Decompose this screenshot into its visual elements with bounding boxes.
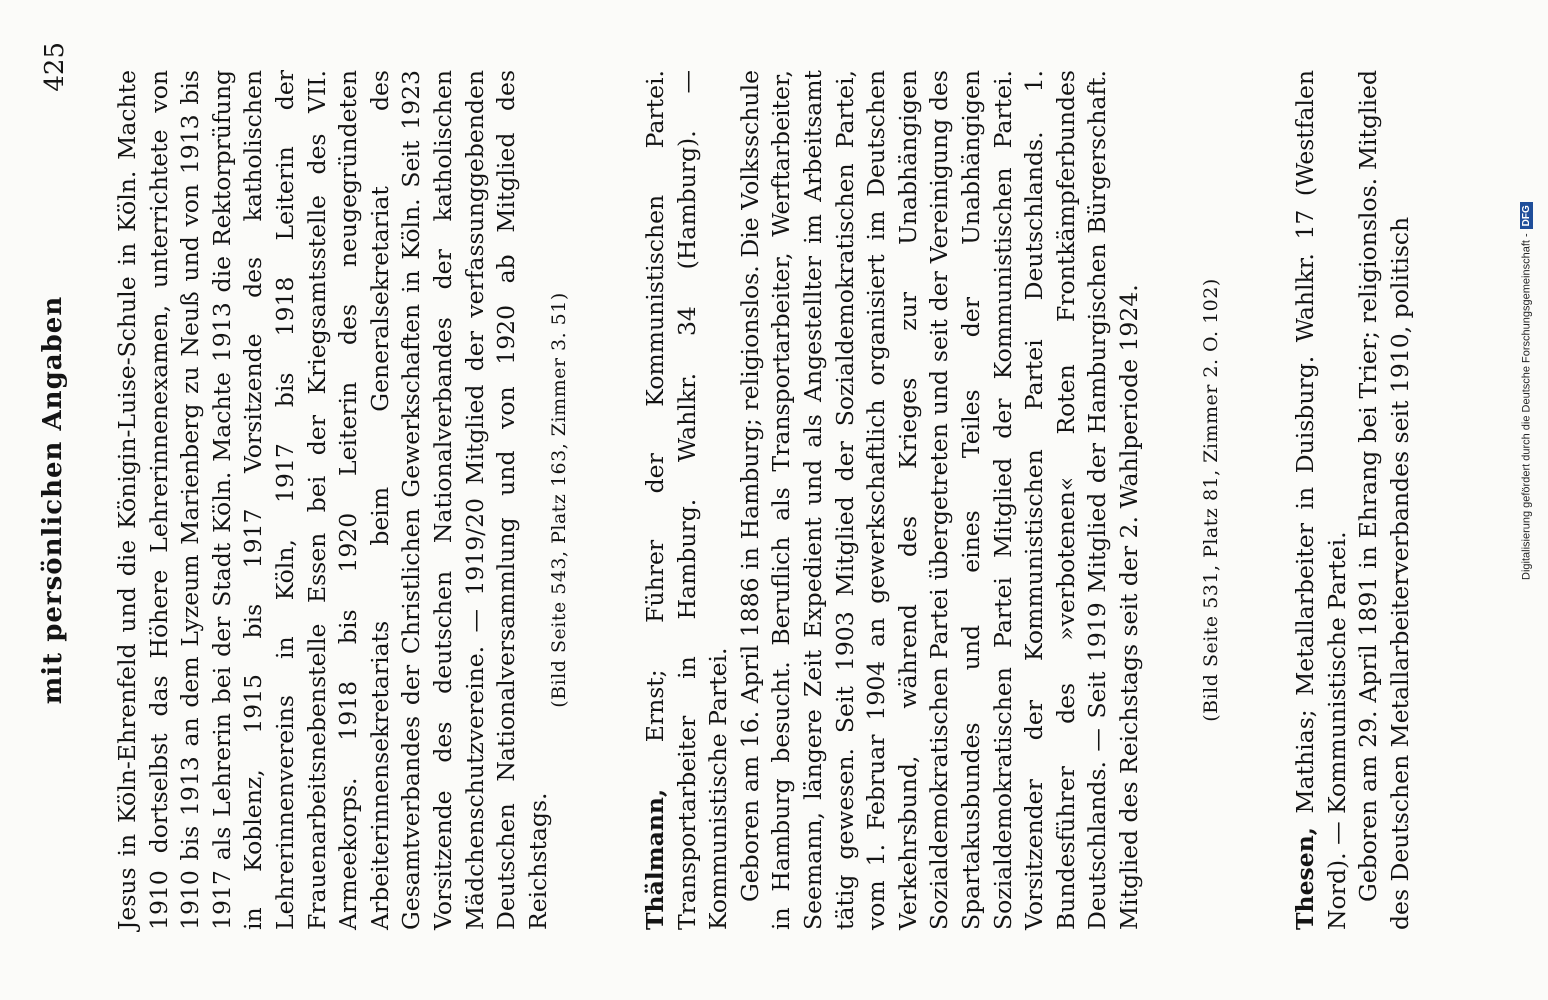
digitization-credit xyxy=(1520,10,1533,580)
credit-text: Digitalisierung gefördert durch die Deutsche Forschungsgemeinschaft - xyxy=(1520,233,1533,580)
entry-paragraph: Jesus in Köln-Ehrenfeld und die Königin-Luise-Schule in Köln. Machte 1910 dortselbst das Höhere Lehrerinnenexamen, unterrichtete von 1910 bis 1913 an dem Lyzeum Marienberg zu Neuß und von 1913 bis 1917 als Lehrerin bei der Stadt Köln. Machte 1913 die Rektorprüfung in Koblenz, 1915 bis 1917 Vorsitzende des katholischen Lehrerinnenvereins in Köln, 1917 bis 1918 Leiterin der Frauenarbeitsnebenstelle Essen bei der Kriegsamtsstelle des VII. Armeekorps. 1918 bis 1920 Leiterin des neugegründeten Arbeiterinnensekretariats beim Generalsekretariat des Gesamtverbandes der Christlichen Gewerkschaften in Köln. Seit 1923 Vorsitzende des deutschen Nationalverbandes der katholischen Mädchenschutzvereine. — 1919/20 Mitglied der verfassunggebenden Deutschen Nationalversammlung und von 1920 ab Mitglied des Reichstags. xyxy=(113,70,552,930)
entry-heading-paragraph xyxy=(640,70,735,930)
entry-thaelmann xyxy=(640,70,1146,930)
photo-reference-caption: (Bild Seite 543, Platz 163, Zimmer 3. 51) xyxy=(548,292,570,708)
dfg-logo: DFG xyxy=(1520,202,1533,229)
entry-continuation-text xyxy=(112,70,554,930)
entry-name: Thälmann, xyxy=(641,788,669,930)
page-number: 425 xyxy=(40,42,70,92)
entry-thesen xyxy=(1290,70,1416,930)
running-title: mit persönlichen Angaben xyxy=(38,295,68,705)
page-header xyxy=(38,0,78,1000)
entry-heading-paragraph xyxy=(1290,70,1353,930)
entry-body: Geboren am 29. April 1891 in Ehrang bei Trier; religionslos. Mitglied des Deutschen Metallarbeiterverbandes seit 1910, politisch xyxy=(1354,70,1414,930)
entry-intro: Mathias; Metallarbeiter in Duisburg. Wahlkr. 17 (Westfalen Nord). — Kommunistische Partei. xyxy=(1291,70,1351,930)
entry-intro: Ernst; Führer der Kommunistischen Partei. Transportarbeiter in Hamburg. Wahlkr. 34 (Hamburg). — Kommunistische Partei. xyxy=(641,70,733,930)
photo-reference-caption: (Bild Seite 531, Platz 81, Zimmer 2. O. 102) xyxy=(1200,278,1222,722)
entry-body: Geboren am 16. April 1886 in Hamburg; religionslos. Die Volksschule in Hamburg besucht. Beruflich als Transportarbeiter, Werftarbeiter, Seemann, längere Zeit Expedient und als Angestellter im Arbeitsamt tätig gewesen. Seit 1903 Mitglied der Sozialdemokratischen Partei, vom 1. Februar 1904 an gewerkschaftlich organisiert im Deutschen Verkehrsbund, während des Krieges zur Unabhängigen Sozialdemokratischen Partei übergetreten und seit der Vereinigung des Spartakusbundes und eines Teiles der Unabhängigen Sozialdemokratischen Partei Mitglied der Kommunistischen Partei. Vorsitzender der Kommunistischen Partei Deutschlands. 1. Bundesführer des »verbotenen« Roten Frontkämpferbundes Deutschlands. — Seit 1919 Mitglied der Hamburgischen Bürgerschaft. Mitglied des Reichstags seit der 2. Wahlperiode 1924. xyxy=(735,70,1143,930)
entry-name: Thesen, xyxy=(1291,827,1319,930)
